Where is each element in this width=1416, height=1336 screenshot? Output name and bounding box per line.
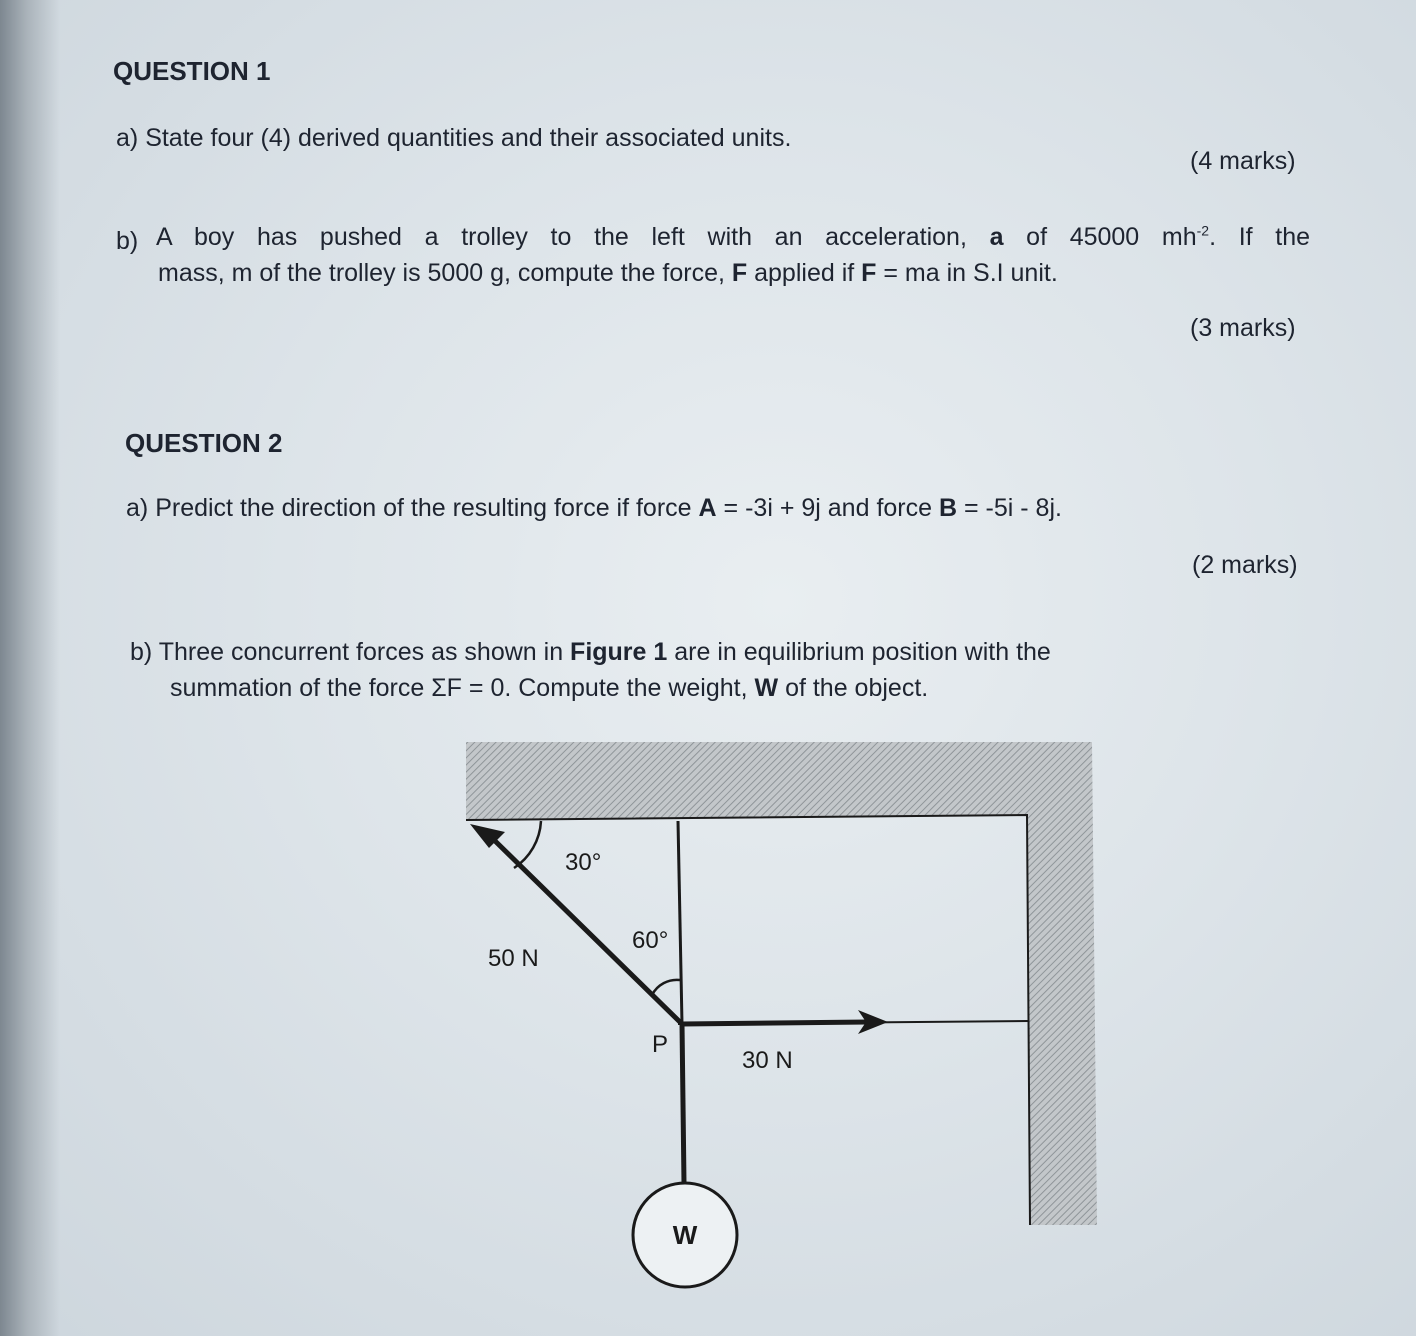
point-label-p: P	[652, 1031, 669, 1058]
force-30n-line	[682, 1022, 868, 1024]
q1b-line2-text: mass, m of the trolley is 5000 g, compute the force,	[158, 259, 725, 287]
question-1b-marks: (3 marks)	[1190, 314, 1296, 342]
page-edge-shadow	[0, 0, 60, 1336]
question-1a	[116, 123, 791, 153]
question-1b-label: b)	[116, 227, 139, 255]
question-2a-marks: (2 marks)	[1192, 551, 1298, 579]
q2b-line2-end: of the object.	[785, 674, 929, 702]
q2a-eq-A: = -3i + 9j	[723, 494, 821, 522]
question-1-heading: QUESTION 1	[113, 56, 271, 86]
rope-to-ceiling	[678, 821, 682, 1024]
question-1b-line2	[158, 258, 1058, 288]
angle-arc-60	[652, 980, 680, 995]
question-2b-line1	[130, 637, 1051, 667]
question-2a-label: a)	[126, 494, 149, 522]
q2a-eq-B: = -5i - 8j.	[964, 494, 1062, 522]
q1b-formula-F: F	[861, 259, 877, 287]
q2b-line1-text: Three concurrent forces as shown in	[158, 638, 564, 666]
weight-label-w: W	[672, 1220, 698, 1250]
q2b-line2-text: summation of the force ΣF = 0. Compute the weight,	[170, 674, 748, 702]
force-label-50n: 50 N	[488, 945, 539, 972]
frame-inner-edge	[466, 815, 1030, 1225]
q1b-var-F: F	[731, 259, 748, 287]
q1b-var-a: a	[989, 223, 1004, 251]
question-2-heading: QUESTION 2	[125, 428, 283, 458]
q1b-exponent: -2	[1196, 222, 1210, 239]
q2b-line1-end: are in equilibrium position with the	[674, 638, 1051, 666]
q2a-text-mid: and force	[827, 494, 933, 522]
question-1b-line1	[156, 222, 1310, 252]
q2a-var-B: B	[938, 494, 958, 522]
q1b-line1-text: A boy has pushed a trolley to the left with an acceleration,	[156, 223, 967, 251]
question-1a-label: a)	[116, 124, 139, 152]
question-2b-label: b)	[130, 638, 153, 666]
force-label-30n: 30 N	[742, 1047, 793, 1074]
weight-line	[682, 1024, 684, 1183]
figure-1-diagram	[440, 735, 1120, 1315]
angle-label-30: 30°	[565, 849, 602, 876]
question-2b-line2	[170, 673, 928, 703]
q1b-line1-end: . If the	[1209, 223, 1311, 251]
question-1a-marks: (4 marks)	[1190, 147, 1296, 175]
q1b-formula-rest: = ma in S.I unit.	[883, 259, 1058, 287]
q1b-accel-value: of 45000 mh	[1026, 223, 1197, 251]
q2a-var-A: A	[698, 494, 717, 522]
question-1a-text: State four (4) derived quantities and their associated units.	[145, 124, 792, 152]
q2a-text: Predict the direction of the resulting force if force	[155, 494, 692, 522]
q2b-var-W: W	[754, 674, 779, 702]
angle-label-60: 60°	[632, 927, 669, 954]
q1b-line2-mid: applied if	[754, 259, 855, 287]
question-2a	[126, 493, 1062, 523]
q2b-figure-ref: Figure 1	[570, 638, 668, 666]
